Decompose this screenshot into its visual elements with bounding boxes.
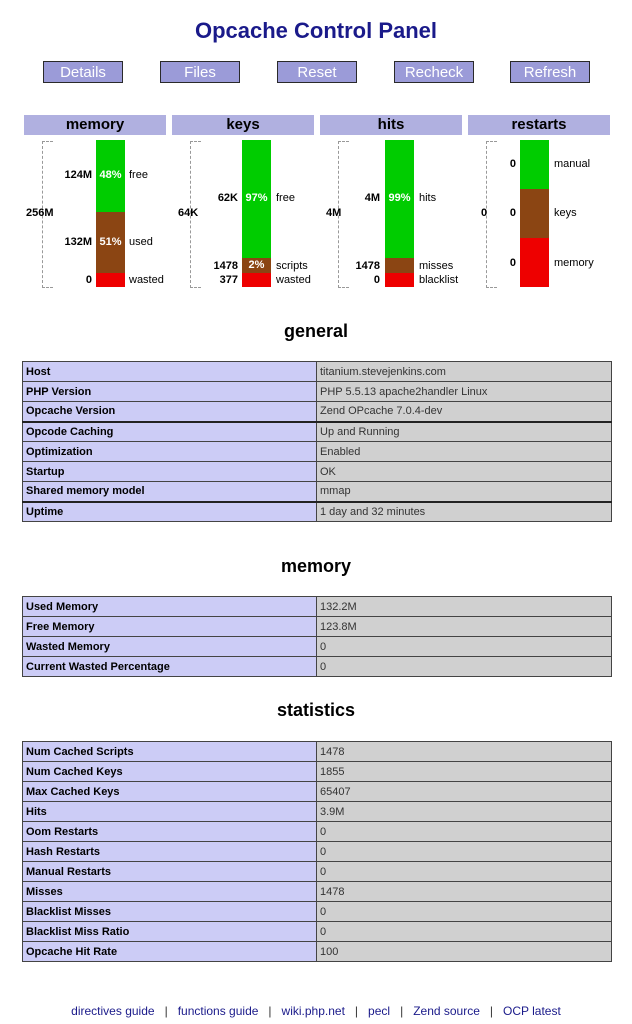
table-row bbox=[23, 637, 612, 657]
row-key: Host bbox=[23, 362, 317, 382]
general-table bbox=[22, 361, 612, 522]
reset-button[interactable]: Reset bbox=[277, 61, 357, 83]
row-value: Up and Running bbox=[317, 422, 612, 442]
restarts-manual-segment bbox=[520, 140, 549, 189]
table-row bbox=[23, 802, 612, 822]
row-key: Blacklist Miss Ratio bbox=[23, 922, 317, 942]
keys-bar bbox=[242, 140, 271, 287]
row-value: 1478 bbox=[317, 742, 612, 762]
table-row bbox=[23, 902, 612, 922]
memory-bar bbox=[96, 140, 125, 287]
row-value: 0 bbox=[317, 902, 612, 922]
row-key: Uptime bbox=[23, 502, 317, 522]
row-key: Opcache Hit Rate bbox=[23, 942, 317, 962]
table-row bbox=[23, 422, 612, 442]
row-key: Oom Restarts bbox=[23, 822, 317, 842]
table-row bbox=[23, 742, 612, 762]
table-row bbox=[23, 482, 612, 502]
row-key: Manual Restarts bbox=[23, 862, 317, 882]
restarts-memory-segment bbox=[520, 238, 549, 287]
keys-wasted-value: 377 bbox=[219, 274, 238, 286]
memory-free-label: free bbox=[129, 169, 148, 181]
row-key: Num Cached Scripts bbox=[23, 742, 317, 762]
row-key: Hits bbox=[23, 802, 317, 822]
row-key: PHP Version bbox=[23, 382, 317, 402]
row-key: Opcache Version bbox=[23, 402, 317, 422]
wiki-php-link[interactable]: wiki.php.net bbox=[281, 1004, 345, 1018]
restarts-keys-segment bbox=[520, 189, 549, 238]
table-row bbox=[23, 882, 612, 902]
restarts-manual-value: 0 bbox=[509, 158, 516, 170]
recheck-button[interactable]: Recheck bbox=[394, 61, 474, 83]
keys-graph-header: keys bbox=[172, 115, 314, 135]
memory-total-label: 256M bbox=[26, 207, 54, 219]
footer-separator: | bbox=[489, 1004, 494, 1018]
row-key: Max Cached Keys bbox=[23, 782, 317, 802]
hits-hits-label: hits bbox=[419, 192, 437, 204]
hits-bar bbox=[385, 140, 414, 287]
memory-used-segment: 51% bbox=[96, 212, 125, 273]
row-value: 0 bbox=[317, 862, 612, 882]
pecl-link[interactable]: pecl bbox=[368, 1004, 391, 1018]
row-value: 0 bbox=[317, 657, 612, 677]
restarts-graph-header: restarts bbox=[468, 115, 610, 135]
table-row bbox=[23, 942, 612, 962]
table-row bbox=[23, 382, 612, 402]
general-heading: general bbox=[283, 321, 349, 341]
row-value: 0 bbox=[317, 922, 612, 942]
hits-graph-header: hits bbox=[320, 115, 462, 135]
table-row bbox=[23, 862, 612, 882]
statistics-heading: statistics bbox=[276, 700, 356, 720]
row-key: Hash Restarts bbox=[23, 842, 317, 862]
refresh-button[interactable]: Refresh bbox=[510, 61, 590, 83]
hits-total-label: 4M bbox=[326, 207, 342, 219]
memory-table bbox=[22, 596, 612, 677]
footer-separator: | bbox=[268, 1004, 272, 1018]
row-value: 100 bbox=[317, 942, 612, 962]
table-row bbox=[23, 442, 612, 462]
table-row bbox=[23, 362, 612, 382]
table-row bbox=[23, 597, 612, 617]
directives-guide-link[interactable]: directives guide bbox=[71, 1004, 155, 1018]
memory-wasted-value: 0 bbox=[85, 274, 92, 286]
memory-free-value: 124M bbox=[64, 169, 92, 181]
keys-scripts-label: scripts bbox=[276, 260, 308, 272]
row-key: Opcode Caching bbox=[23, 422, 317, 442]
row-value: titanium.stevejenkins.com bbox=[317, 362, 612, 382]
ocp-latest-link[interactable]: OCP latest bbox=[503, 1004, 561, 1018]
table-row bbox=[23, 782, 612, 802]
table-row bbox=[23, 402, 612, 422]
row-value: OK bbox=[317, 462, 612, 482]
footer-separator: | bbox=[354, 1004, 359, 1018]
row-key: Startup bbox=[23, 462, 317, 482]
row-key: Current Wasted Percentage bbox=[23, 657, 317, 677]
memory-wasted-label: wasted bbox=[129, 274, 164, 286]
row-value: Zend OPcache 7.0.4-dev bbox=[317, 402, 612, 422]
restarts-bar bbox=[520, 140, 549, 287]
hits-blacklist-segment bbox=[385, 273, 414, 287]
memory-used-value: 132M bbox=[64, 236, 92, 248]
hits-blacklist-value: 0 bbox=[373, 274, 380, 286]
restarts-keys-value: 0 bbox=[509, 207, 516, 219]
memory-wasted-segment bbox=[96, 273, 125, 287]
table-row bbox=[23, 842, 612, 862]
row-value: 65407 bbox=[317, 782, 612, 802]
hits-hits-value: 4M bbox=[364, 192, 380, 204]
keys-free-value: 62K bbox=[217, 192, 238, 204]
row-value: 3.9M bbox=[317, 802, 612, 822]
keys-free-segment: 97% bbox=[242, 140, 271, 258]
hits-misses-value: 1478 bbox=[355, 260, 380, 272]
row-value: 123.8M bbox=[317, 617, 612, 637]
page-title: Opcache Control Panel bbox=[194, 18, 438, 43]
row-key: Shared memory model bbox=[23, 482, 317, 502]
row-value: 1855 bbox=[317, 762, 612, 782]
hits-misses-segment bbox=[385, 258, 414, 273]
row-key: Optimization bbox=[23, 442, 317, 462]
row-key: Misses bbox=[23, 882, 317, 902]
table-row bbox=[23, 762, 612, 782]
row-key: Num Cached Keys bbox=[23, 762, 317, 782]
row-value: 0 bbox=[317, 842, 612, 862]
restarts-total-label: 0 bbox=[481, 207, 488, 219]
restarts-manual-label: manual bbox=[554, 158, 591, 170]
keys-free-label: free bbox=[276, 192, 295, 204]
hits-misses-label: misses bbox=[419, 260, 454, 272]
functions-guide-link[interactable]: functions guide bbox=[177, 1004, 259, 1018]
table-row bbox=[23, 822, 612, 842]
files-button[interactable]: Files bbox=[160, 61, 240, 83]
footer-separator: | bbox=[164, 1004, 168, 1018]
row-value: 1478 bbox=[317, 882, 612, 902]
hits-hits-segment: 99% bbox=[385, 140, 414, 258]
keys-wasted-segment bbox=[242, 273, 271, 287]
zend-source-link[interactable]: Zend source bbox=[413, 1004, 480, 1018]
hits-blacklist-label: blacklist bbox=[419, 274, 459, 286]
keys-scripts-value: 1478 bbox=[213, 260, 238, 272]
row-value: 0 bbox=[317, 637, 612, 657]
row-value: Enabled bbox=[317, 442, 612, 462]
restarts-memory-value: 0 bbox=[509, 257, 516, 269]
statistics-table bbox=[22, 741, 612, 962]
row-value: 132.2M bbox=[317, 597, 612, 617]
keys-wasted-label: wasted bbox=[276, 274, 311, 286]
memory-heading: memory bbox=[280, 556, 352, 576]
table-row bbox=[23, 922, 612, 942]
table-row bbox=[23, 502, 612, 522]
memory-free-segment: 48% bbox=[96, 140, 125, 212]
row-key: Blacklist Misses bbox=[23, 902, 317, 922]
row-value: mmap bbox=[317, 482, 612, 502]
restarts-memory-label: memory bbox=[554, 257, 594, 269]
restarts-keys-label: keys bbox=[554, 207, 577, 219]
row-value: 0 bbox=[317, 822, 612, 842]
keys-scripts-segment: 2% bbox=[242, 258, 271, 273]
row-key: Used Memory bbox=[23, 597, 317, 617]
details-button[interactable]: Details bbox=[43, 61, 123, 83]
table-row bbox=[23, 657, 612, 677]
table-row bbox=[23, 462, 612, 482]
footer-links bbox=[0, 1004, 632, 1018]
row-key: Free Memory bbox=[23, 617, 317, 637]
keys-total-label: 64K bbox=[178, 207, 199, 219]
footer-separator: | bbox=[400, 1004, 404, 1018]
memory-graph-header: memory bbox=[24, 115, 166, 135]
row-value: PHP 5.5.13 apache2handler Linux bbox=[317, 382, 612, 402]
row-key: Wasted Memory bbox=[23, 637, 317, 657]
table-row bbox=[23, 617, 612, 637]
row-value: 1 day and 32 minutes bbox=[317, 502, 612, 522]
memory-used-label: used bbox=[129, 236, 153, 248]
